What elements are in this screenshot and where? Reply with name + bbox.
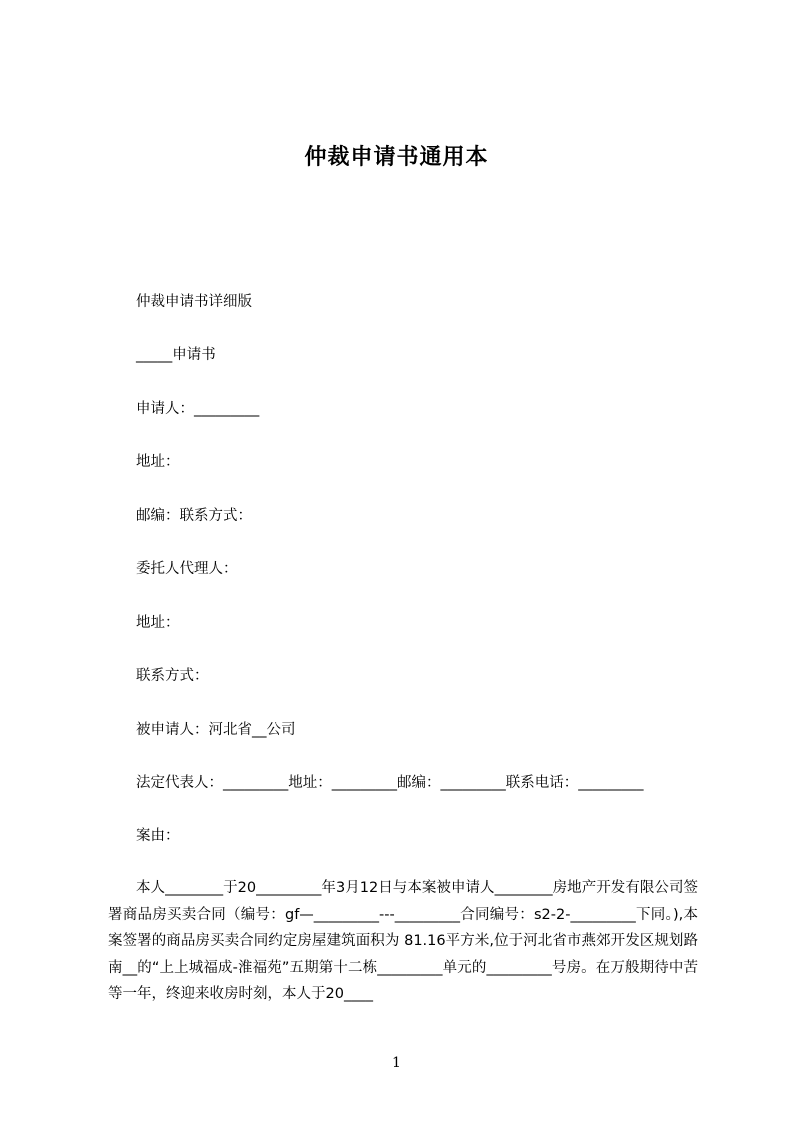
application-name-line: _____申请书 [136, 347, 216, 363]
applicant-address-line: 地址： [136, 454, 180, 470]
page-number: 1 [392, 1055, 401, 1071]
applicant-postcode-contact-line: 邮编：联系方式： [136, 508, 252, 524]
agent-address-line: 地址： [136, 615, 180, 631]
case-description-paragraph: 本人________于20_________年3月12日与本案被申请人________房地产开发有限公司签署商品房买卖合同（编号：gf—_________---_________合同编号：s2-2-_________下同。),本案签署的商品房买卖合同约定房屋建筑面积为 81.16平方米,位于河北省市燕郊开发区规划路南__的“上上城福成-淮福苑”五期第十二栋_________单元的_________号房。在万般期待中苦等一年，终迎来收房时刻，本人于20____ [108, 880, 698, 1002]
document-title: 仲裁申请书通用本 [304, 145, 489, 170]
applicant-line: 申请人：_________ [136, 401, 260, 417]
agent-contact-line: 联系方式： [136, 668, 209, 684]
agent-line: 委托人代理人： [136, 561, 238, 577]
legal-representative-line: 法定代表人：_________地址：_________邮编：_________联系电话：_________ [136, 775, 644, 791]
case-cause-line: 案由： [136, 828, 180, 844]
respondent-line: 被申请人：河北省__公司 [136, 722, 296, 738]
section-heading: 仲裁申请书详细版 [136, 294, 252, 310]
